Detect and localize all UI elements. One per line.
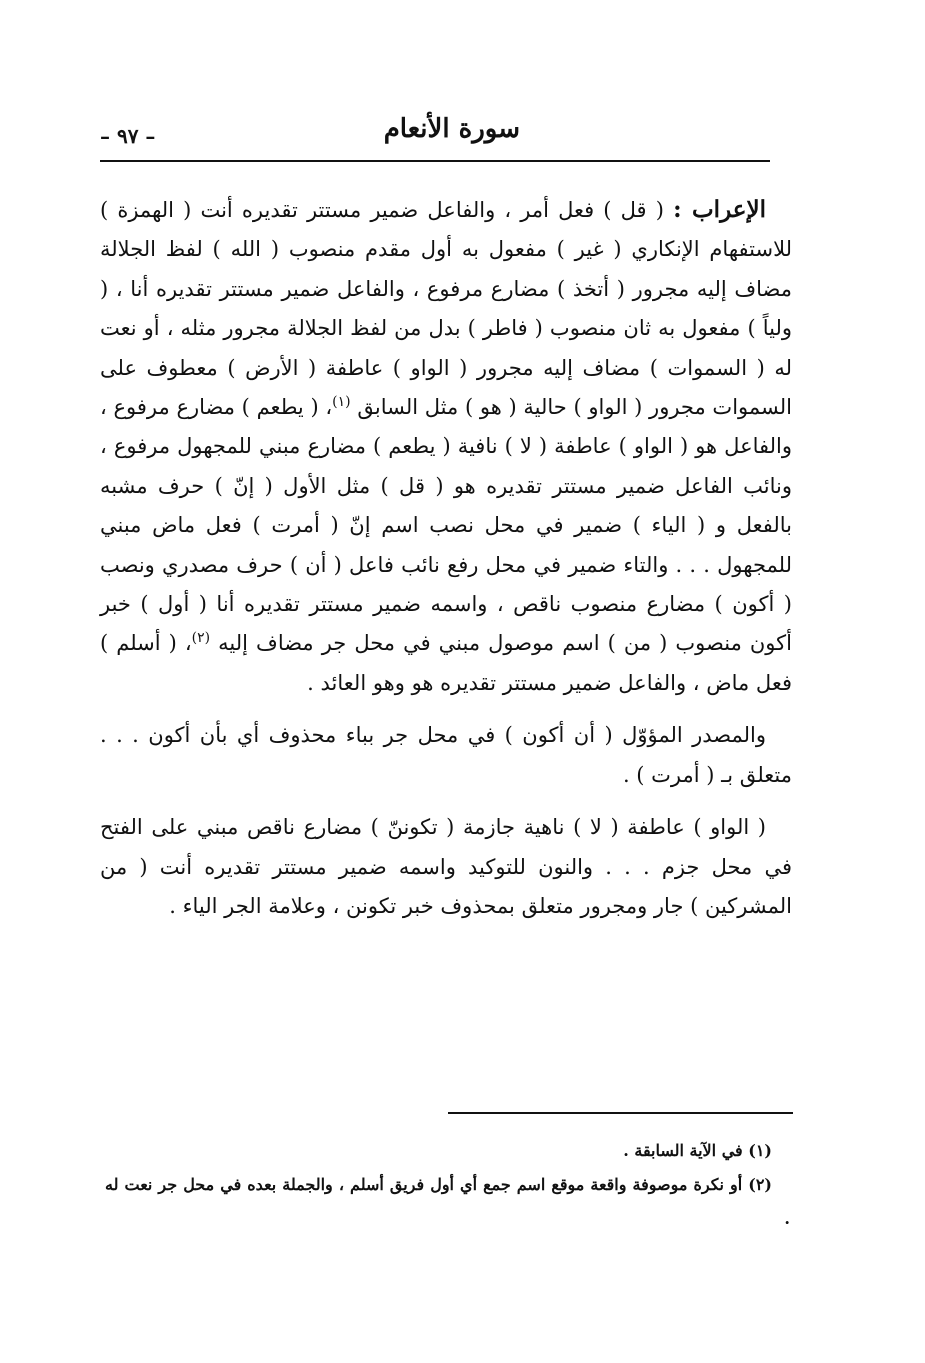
page-number: – ٩٧ – [100,124,156,148]
footnote-divider [448,1112,793,1114]
page-header [100,108,770,156]
section-heading: الإعراب : [673,196,766,223]
page-title: سورة الأنعام [383,114,520,144]
paragraph-text: ، ( يطعم ) مضارع مرفوع ، والفاعل هو ( الواو ) عاطفة ( لا ) نافية ( يطعم ) مضارع مبني للمجهول مرفوع ، ونائب الفاعل ضمير مستتر تقديره هو ( قل ) مثل الأول ( إنّ ) حرف مشبه بالفعل و ( الياء ) ضمير في محل نصب اسم إنّ ( أمرت ) فعل ماض مبني للمجهول . . . والتاء ضمير في محل رفع نائب فاعل ( أن ) حرف مصدري ونصب ( أكون ) مضارع منصوب ناقص ، واسمه ضمير مستتر تقديره أنا ( أول ) خبر أكون منصوب ( من ) اسم موصول مبني في محل جر مضاف إليه [100,395,792,656]
footnote-1: (١) في الآية السابقة . [623,1141,772,1160]
paragraph-irab [100,190,792,703]
paragraph-masdar: والمصدر المؤوّل ( أن أكون ) في محل جر بباء محذوف أي بأن أكون . . . متعلق بـ ( أمرت ) . [100,723,792,787]
main-text [100,190,792,926]
paragraph-text: ( قل ) فعل أمر ، والفاعل ضمير مستتر تقديره أنت ( الهمزة ) للاستفهام الإنكاري ( غير ) مفعول به أول مقدم منصوب ( الله ) لفظ الجلالة مضاف إليه مجرور ( أتخذ ) مضارع مرفوع ، والفاعل ضمير مستتر تقديره أنا ، ( ولياً ) مفعول به ثان منصوب ( فاطر ) بدل من لفظ الجلالة مجرور مثله ، أو نعت له ( السموات ) مضاف إليه مجرور ( الواو ) عاطفة ( الأرض ) معطوف على السموات مجرور ( الواو ) حالية ( هو ) مثل السابق [100,198,792,420]
header-divider [100,160,770,162]
footnote-marker: (١) [332,394,351,411]
paragraph-waw: ( الواو ) عاطفة ( لا ) ناهية جازمة ( تكوننّ ) مضارع ناقص مبني على الفتح في محل جزم . . . والنون للتوكيد واسمه ضمير مستتر تقديره أنت ( من المشركين ) جار ومجرور متعلق بمحذوف خبر تكونن ، وعلامة الجر الياء . [100,815,792,918]
footnotes [105,1134,790,1236]
paragraph-text: ، ( أسلم ) فعل ماض ، والفاعل ضمير مستتر تقديره هو وهو العائد . [100,631,792,695]
footnote-marker: (٢) [191,630,211,647]
footnote-2: (٢) أو نكرة موصوفة واقعة موقع اسم جمع أي أول فريق أسلم ، والجملة بعده في محل جر نعت له . [105,1175,790,1228]
